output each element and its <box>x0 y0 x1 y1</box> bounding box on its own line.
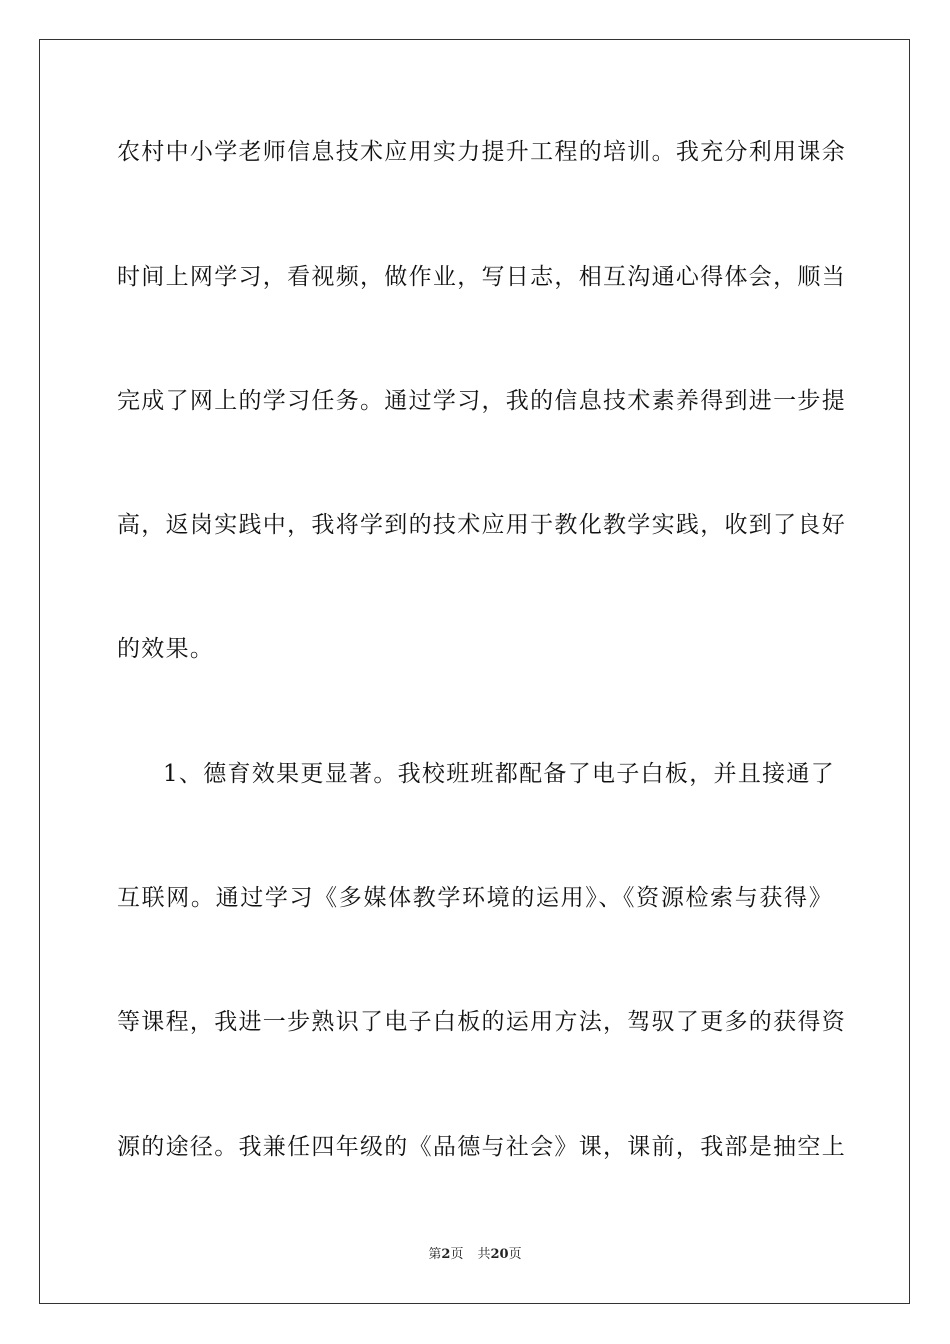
total-pages-label: 共20页 <box>477 1247 522 1262</box>
body-line-4: 高，返岗实践中，我将学到的技术应用于教化教学实践，收到了良好 <box>117 512 846 538</box>
body-line-2: 时间上网学习，看视频，做作业，写日志，相互沟通心得体会，顺当 <box>117 264 846 290</box>
page-label: 第2页 <box>428 1247 464 1262</box>
paragraph-2-line-2: 互联网。通过学习《多媒体教学环境的运用》、《资源检索与获得》 <box>117 885 833 911</box>
paragraph-2-line-1: 1、德育效果更显著。我校班班都配备了电子白板，并且接通了 <box>163 761 836 787</box>
paragraph-2-line-4: 源的途径。我兼任四年级的《品德与社会》课，课前，我部是抽空上 <box>117 1134 846 1160</box>
body-line-1: 农村中小学老师信息技术应用实力提升工程的培训。我充分利用课余 <box>117 139 846 165</box>
body-line-3: 完成了网上的学习任务。通过学习，我的信息技术素养得到进一步提 <box>117 388 846 414</box>
page-footer <box>0 1246 950 1264</box>
body-line-5: 的效果。 <box>117 636 215 662</box>
paragraph-2-line-3: 等课程，我进一步熟识了电子白板的运用方法，驾驭了更多的获得资 <box>117 1009 846 1035</box>
page-border <box>39 39 910 1304</box>
